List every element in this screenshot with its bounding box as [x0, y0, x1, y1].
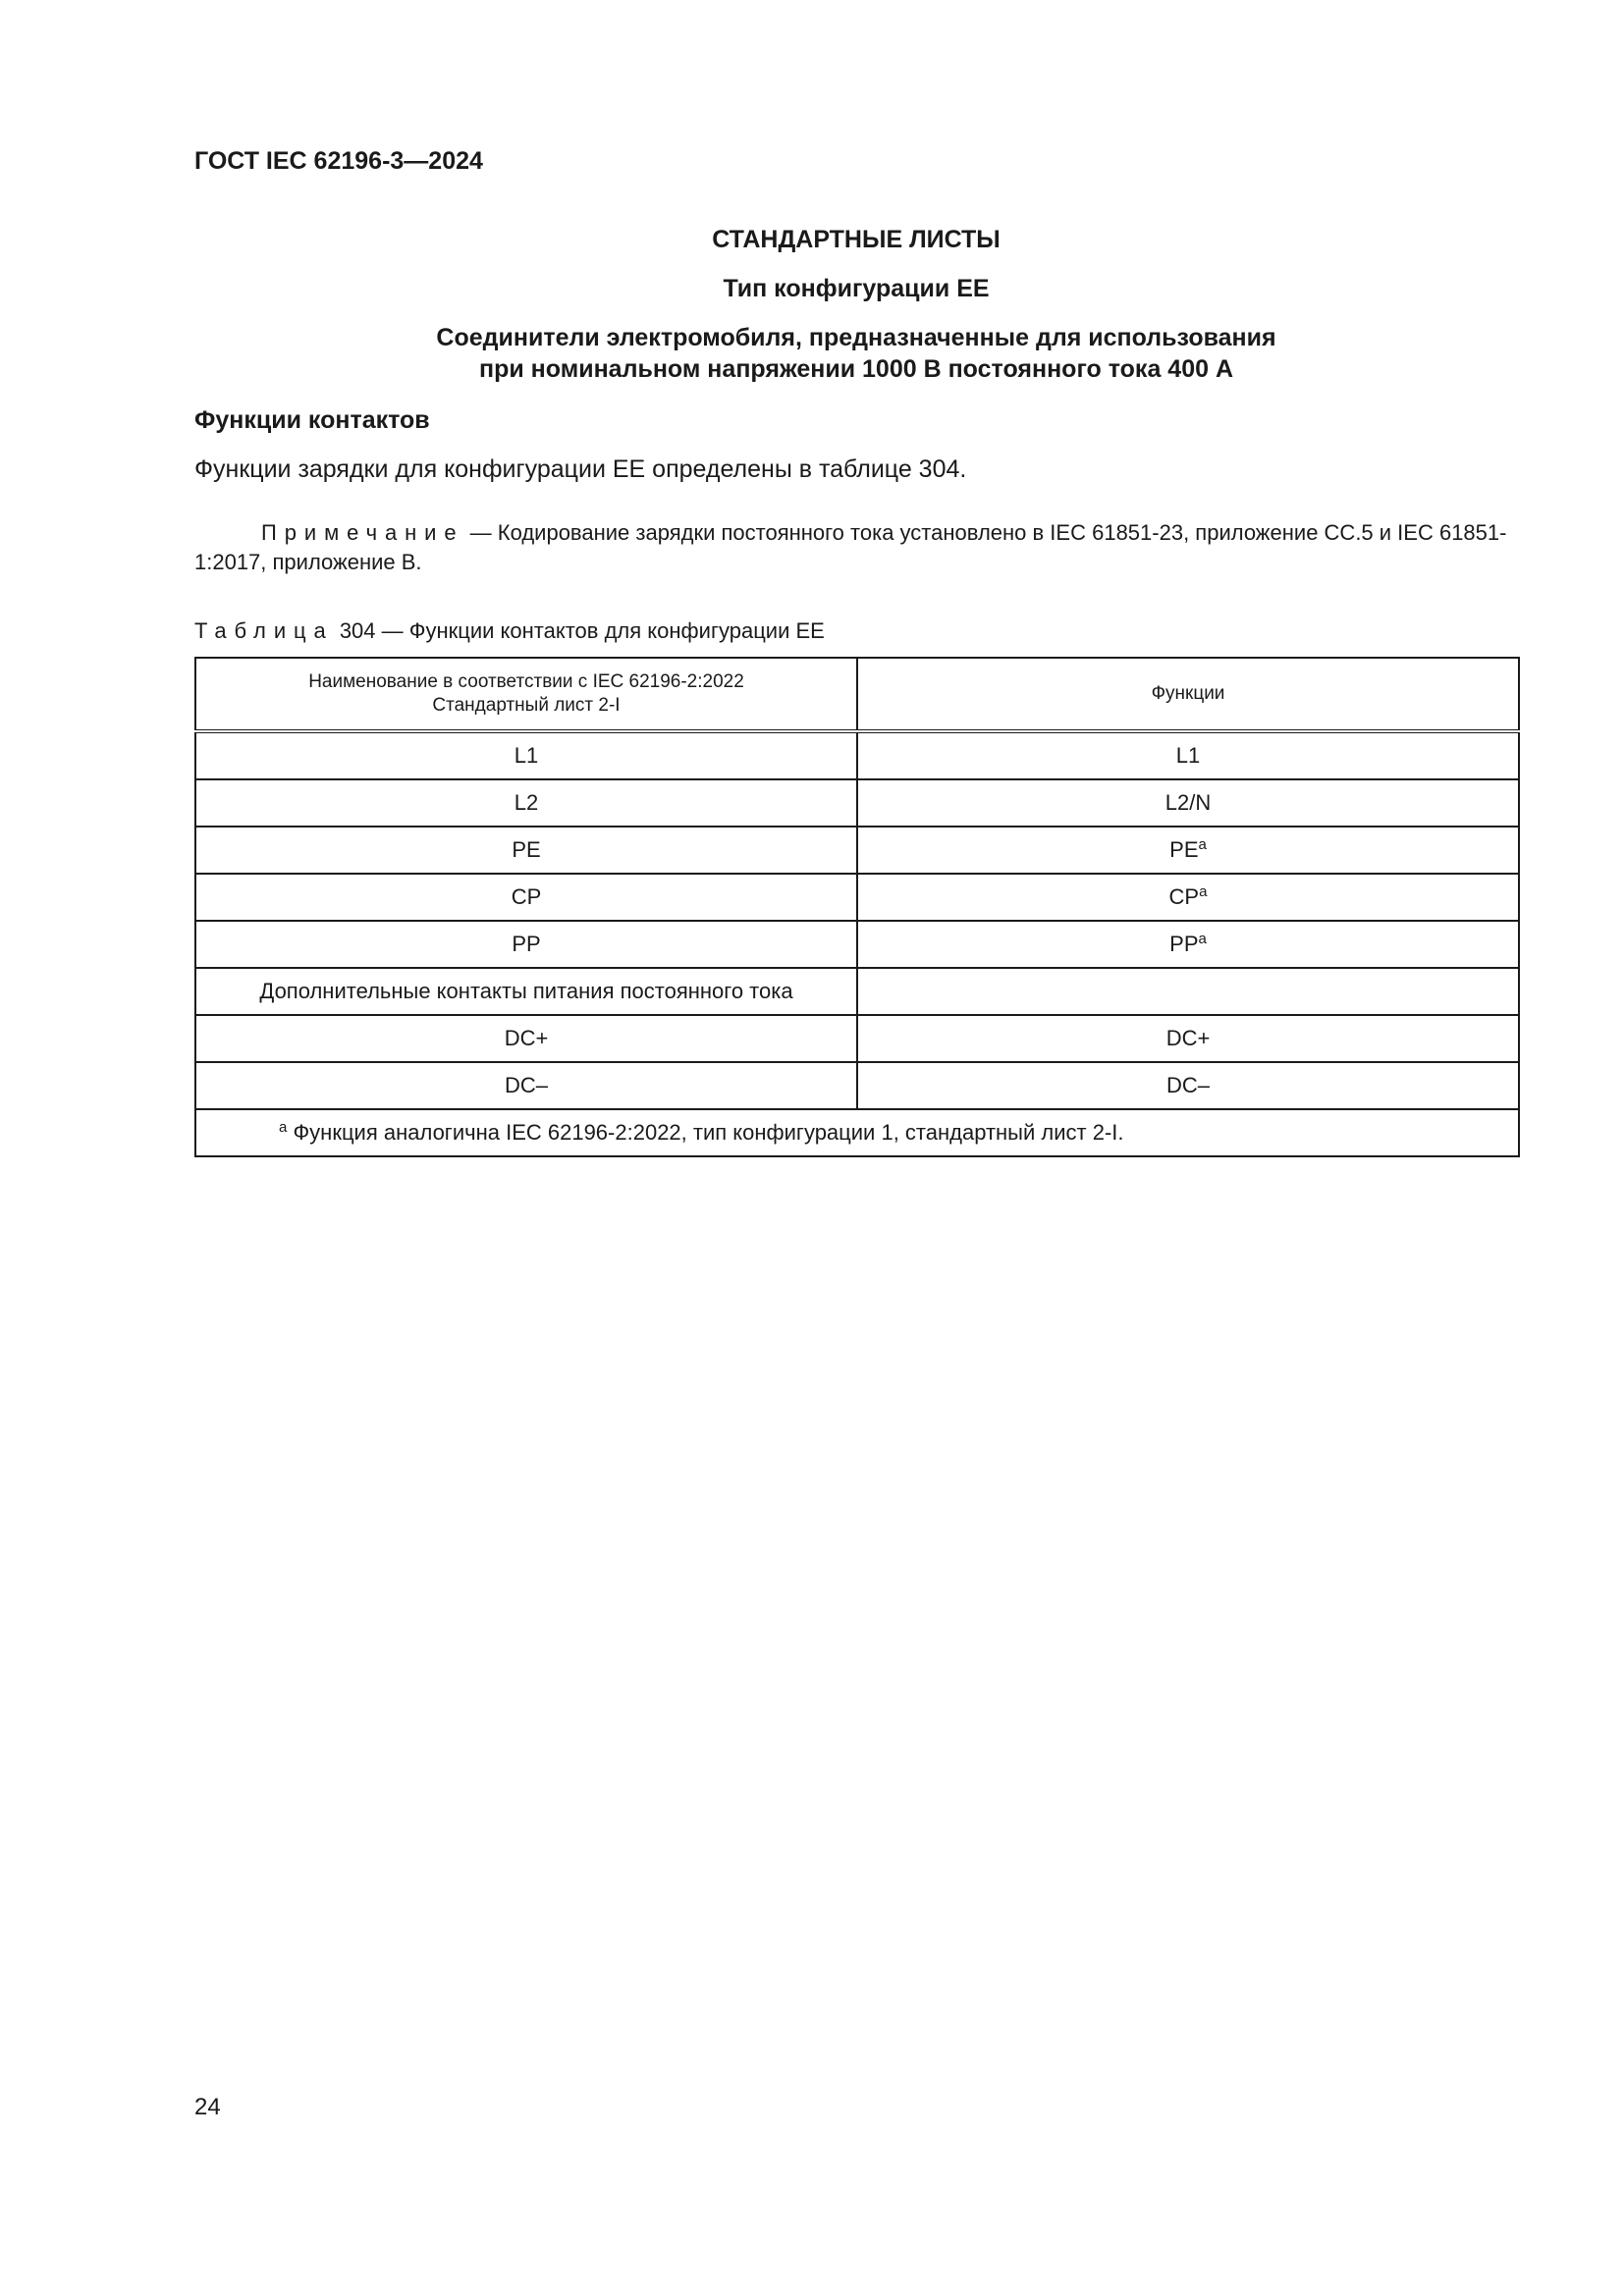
table-row [195, 1015, 1519, 1062]
cell-function: $CP^a$ [857, 874, 1519, 921]
section-paragraph: Функции зарядки для конфигурации EE определены в таблице 304. [194, 455, 967, 483]
cell-function: $PP^a$ [857, 921, 1519, 968]
footnote-mark: a [279, 1119, 288, 1136]
cell-function: DC– [857, 1062, 1519, 1109]
table-row [195, 874, 1519, 921]
note-label: Примечание [261, 520, 464, 545]
contacts-table [194, 657, 1520, 1157]
page-title: СТАНДАРТНЫЕ ЛИСТЫ [712, 226, 1001, 253]
document-id: ГОСТ IEC 62196-3—2024 [194, 147, 483, 175]
cell-name: L2 [195, 779, 857, 827]
cell-name: L1 [195, 731, 857, 779]
page-subtitle: Тип конфигурации EE [723, 275, 990, 302]
table-footnote-row [195, 1109, 1519, 1156]
table-row [195, 827, 1519, 874]
table-caption-text: 304 — Функции контактов для конфигурации EE [333, 618, 825, 643]
column-header-name-line-1: Наименование в соответствии с IEC 62196-2:2022 [308, 671, 744, 692]
cell-function: L2/N [857, 779, 1519, 827]
cell-name: PP [195, 921, 857, 968]
cell-function: DC+ [857, 1015, 1519, 1062]
cell-name: DC– [195, 1062, 857, 1109]
cell-name: PE [195, 827, 857, 874]
note [194, 518, 1530, 577]
footnote-ref: a [1198, 836, 1207, 853]
footnote-ref: a [1198, 931, 1207, 947]
table-row [195, 731, 1519, 779]
table-row [195, 1062, 1519, 1109]
footnote-text: Функция аналогична IEC 62196-2:2022, тип конфигурации 1, стандартный лист 2-I. [287, 1120, 1124, 1145]
table-header-row [195, 658, 1519, 731]
table-caption [194, 618, 825, 644]
cell-function: $PE^a$ [857, 827, 1519, 874]
cell-function [857, 968, 1519, 1015]
cell-name: DC+ [195, 1015, 857, 1062]
description-line-2: при номинальном напряжении 1000 В постоянного тока 400 А [478, 355, 1234, 383]
cell-name: Дополнительные контакты питания постоянного тока [195, 968, 857, 1015]
note-text: — Кодирование зарядки постоянного тока установлено в IEC 61851-23, приложение СС.5 и IEC 61851-1:2017, приложение В. [194, 520, 1507, 574]
section-heading: Функции контактов [194, 406, 430, 434]
table-row [195, 921, 1519, 968]
cell-name: CP [195, 874, 857, 921]
footnote-ref: a [1199, 883, 1208, 900]
table-row [195, 779, 1519, 827]
column-header-function: Функции [857, 658, 1519, 731]
table-caption-label: Таблица [194, 618, 334, 643]
description-line-1: Соединители электромобиля, предназначенные для использования [436, 324, 1276, 351]
column-header-name-line-2: Стандартный лист 2-I [432, 695, 621, 716]
cell-function: L1 [857, 731, 1519, 779]
column-header-name [195, 658, 857, 731]
page-number: 24 [194, 2094, 221, 2120]
table-row [195, 968, 1519, 1015]
table-footnote [195, 1109, 1519, 1156]
